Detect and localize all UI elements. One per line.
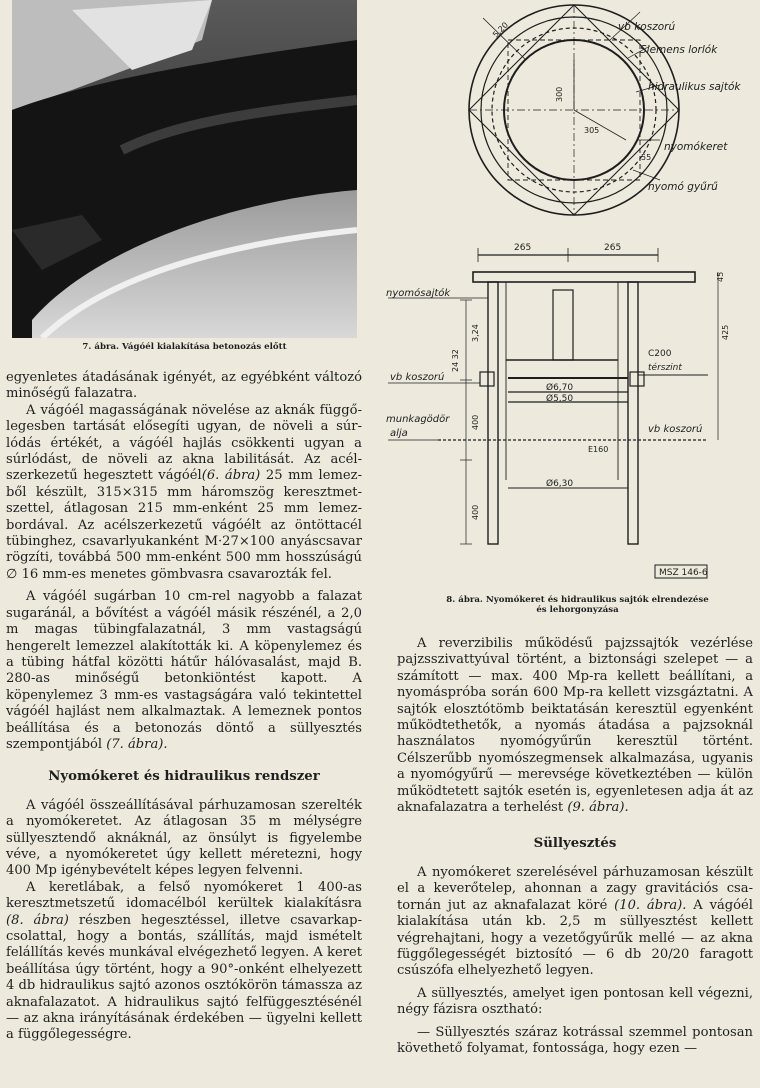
dim-520: 5,20 — [491, 20, 511, 40]
dim-400-a: 400 — [471, 414, 480, 430]
label-nyomokeret: nyomókeret — [664, 141, 728, 153]
left-paragraph-3-text: A vágóél sugárban 10 cm-rel nagyobb a falazat sugaránál, a bővítést a vágóél másik részénél, a 2,0 m magas tübingfalazatnál, 3 mm vastagságú hengerelt lemezzel alakították ki. A köpenylemez és a tübing hátfal közötti hátűr hálóvasalást, majd B. 280-as minőségű betonkiöntést kapott. A köpenylemez 3 mm-es vastagságára való tekintettel vágóél hajlást nem alkalmaztak. A lemeznek pontos beállítása és a betonozás döntő a süllyesztés szempontjából — [6, 589, 362, 752]
dim-300: 300 — [555, 86, 564, 102]
right-paragraph-2 — [397, 865, 753, 980]
dim-265-b: 265 — [604, 243, 622, 253]
dim-400-b: 400 — [471, 504, 480, 520]
left-paragraph-1: egyenletes átadásának igényét, az egyébként változó minőségű falazatra. — [6, 370, 362, 402]
dim-phi-550: Ø5,50 — [546, 394, 574, 404]
label-nyomosajtok: nyomósajtók — [386, 288, 451, 299]
left-paragraph-2 — [6, 403, 362, 583]
right-paragraph-4: — Süllyesztés száraz kotrással szemmel pontosan követhető folyamat, fontossága, hogy ezen — — [397, 1024, 753, 1056]
left-paragraph-4: A vágóél összeállításával párhuzamosan szerelték a nyomókeretet. Az átlagosan 35 m mélységre süllyesztendő aknáknál, az önsúlyt is figyelembe véve, a nyomókeretet úgy kellett méretezni, hogy 400 Mp igénybevételt képes legyen felvenni. — [6, 797, 362, 879]
dim-55: 55 — [641, 153, 652, 162]
right-paragraph-2-rest: A vágóél kialakítása után kb. 2,5 m süllyesztést kellett végrehajtani, hogy a vezetőgyűrűk mellé — az akna függőlegességét biztosító — 6 db 20/20 faragott csúszófa elhelyezhető legyen. — [397, 897, 753, 979]
label-alja: alja — [390, 428, 408, 439]
label-e160: E160 — [588, 445, 609, 454]
figure-7-photo-drawing — [12, 0, 357, 338]
right-paragraph-2-text: A nyomókeret szerelésével párhuzamosan készült el a keverőtelep, ahonnan a zagy gravitációs csatornán jut az aknafalazat köré — [397, 864, 753, 913]
dim-45: 45 — [716, 271, 725, 282]
figure-7-caption: 7. ábra. Vágóél kialakítása betonozás előtt — [82, 342, 287, 352]
figure-8-caption — [400, 595, 755, 615]
label-vb-koszoru-left: vb koszorú — [390, 372, 445, 383]
left-paragraph-3-figure-ref: (7. ábra). — [106, 736, 168, 752]
left-paragraph-5-figure-ref: (8. ábra) — [6, 912, 69, 928]
left-column — [6, 370, 362, 1044]
dim-305: 305 — [584, 126, 600, 135]
label-nyomo-gyuru: nyomó gyűrű — [648, 181, 718, 193]
left-paragraph-2-rest: 25 mm lemezből készült, 315×315 mm háromszög keresztmetszettel, átlagosan 215 mm-enként 25 mm lemezbordával. Az acélszerkezetű vágóélt az öntöttacél tübinghez, csavarlyukanként M·27×100 anyáscsavar rögzíti, továbbá 500 mm-enként 500 mm hosszúságú ∅ 16 mm-es menetes gömbvasra csavarozták fel. — [6, 468, 362, 582]
right-paragraph-1-text: A reverzibilis működésű pajzssajtók vezérlése pajzsszivattyúval történt, a biztonsági szelepet — a számított — max. 400 Mp-ra kellett beállítani, a nyomáspróba során 600 Mp-ra kellett vizsgáztatni. A sajtók elosztótömb beiktatásán keresztül egyenként működtethetők, a nyomás átadása a pajzsoknál használatos nyomógyűrűn keresztül történt. Célszerűbb nyomószegmensek alkalmazása, ugyanis a nyomógyűrű — merevsége következtében — külön működtetett sajtók esetén is, egyenletesen adja át az aknafalazatra a terhelést — [397, 636, 753, 816]
dim-265-a: 265 — [514, 243, 532, 253]
label-hidraulikus-sajtok: hidraulikus sajtók — [648, 81, 741, 93]
section-heading-sullyesztes: Süllyesztés — [533, 836, 617, 852]
left-paragraph-2-text: A vágóél magasságának növelése az aknák függőlegesben tartását elősegíti ugyan, de növeli a súrlódás értékét, a vágóél hajlás csökkenti ugyan a súrlódást, de növeli az akna labilitását. Az acélszerkezetű hegesztett vágóél — [6, 402, 362, 484]
dim-phi-630: Ø6,30 — [546, 479, 574, 489]
label-munkagodor: munkagödör — [386, 414, 450, 425]
label-c200: C200 — [648, 349, 672, 359]
section-heading-nyomokeret: Nyomókeret és hidraulikus rendszer — [48, 769, 320, 785]
left-paragraph-3 — [6, 589, 362, 753]
dim-425: 425 — [721, 324, 730, 340]
right-paragraph-2-figure-ref: (10. ábra). — [614, 897, 687, 913]
figure-8-caption-line-2: és lehorgonyzása — [536, 605, 619, 615]
dim-2432: 24 32 — [451, 349, 460, 372]
figure-8-drawing — [378, 0, 760, 590]
dim-324: 3,24 — [471, 324, 480, 342]
left-paragraph-2-figure-ref: (6. ábra) — [201, 468, 261, 484]
right-paragraph-1 — [397, 636, 753, 816]
right-paragraph-1-figure-ref: (9. ábra). — [567, 800, 629, 816]
left-paragraph-5-text: A keretlábak, a felső nyomókeret 1 400-as keresztmetszetű idomacélból kerültek kialakításra — [6, 879, 362, 912]
right-column — [397, 636, 753, 1057]
label-terszint: térszint — [648, 363, 682, 373]
dim-phi-670: Ø6,70 — [546, 383, 574, 393]
label-msz: MSZ 146-6 — [659, 568, 708, 578]
label-vb-koszoru-right: vb koszorú — [648, 424, 703, 435]
label-vb-koszoru-top: vb koszorú — [618, 21, 676, 33]
figure-8-caption-line-1: 8. ábra. Nyomókeret és hidraulikus sajtók elrendezése — [446, 595, 709, 605]
figure-7-photo — [12, 0, 357, 338]
right-paragraph-3: A süllyesztés, amelyet igen pontosan kell végezni, négy fázisra osztható: — [397, 985, 753, 1018]
left-paragraph-5 — [6, 880, 362, 1044]
left-paragraph-5-rest: részben hegesztéssel, illetve csavarkapcsolattal, hogy a bontás, szállítás, majd ismételt felállítás kevés munkával elvégezhető legyen. A keret beállítása úgy történt, hogy a 90°-onként elhelyezett 4 db hidraulikus sajtó azonos osztókörön támassza az aknafalazatot. A hidraulikus sajtó felfüggesztésénél — az akna irányításának érdekében — ügyelni kellett a függőlegességre. — [6, 912, 362, 1043]
label-siemens: Siemens lorlók — [640, 44, 718, 56]
